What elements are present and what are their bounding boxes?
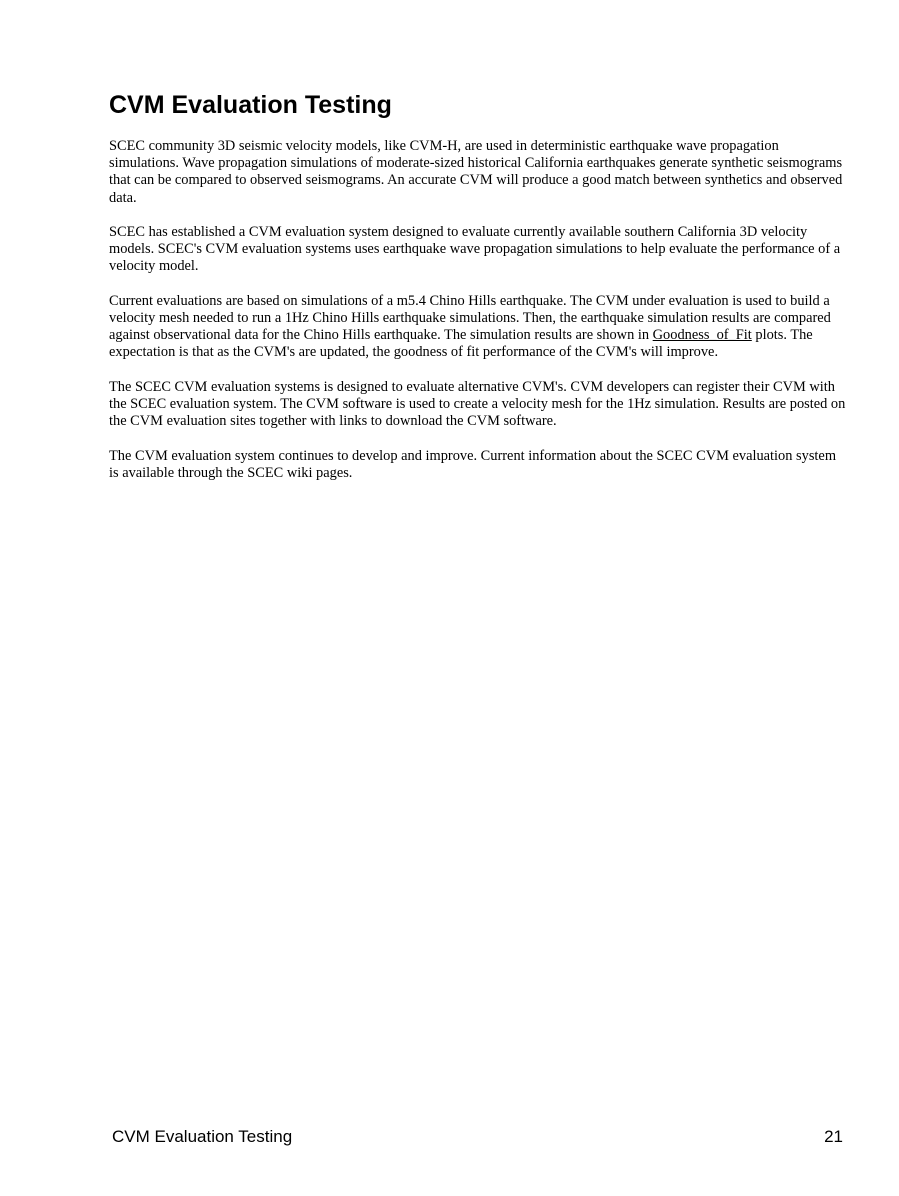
paragraph-intro: SCEC community 3D seismic velocity models, like CVM-H, are used in deterministic earthquake wave propagation simulations. Wave propagation simulations of moderate-sized historical California earthquakes generate synthetic seismograms that can be compared to observed seismograms. An accurate CVM will produce a good match between synthetics and observed data. <box>109 138 843 206</box>
page-number: 21 <box>824 1127 843 1146</box>
page-title: CVM Evaluation Testing <box>109 91 392 119</box>
paragraph-current-evaluations <box>109 293 849 362</box>
paragraph-text-after-link: plots. The expectation is that as the CVM's are updated, the goodness of fit performance of the CVM's will improve. <box>109 327 813 361</box>
paragraph-evaluation-system: SCEC has established a CVM evaluation system designed to evaluate currently available southern California 3D velocity models. SCEC's CVM evaluation systems uses earthquake wave propagation simulations to help evaluate the performance of a velocity model. <box>109 224 841 275</box>
goodness-of-fit-link[interactable]: Goodness_of_Fit <box>652 327 752 344</box>
paragraph-text-before-link: Current evaluations are based on simulations of a m5.4 Chino Hills earthquake. The CVM under evaluation is used to build a velocity mesh needed to run a 1Hz Chino Hills earthquake simulations. Then, the earthquake simulation results are compared against observational data for the Chino Hills earthquake. The simulation results are shown in <box>109 292 831 344</box>
document-body <box>109 138 849 499</box>
paragraph-development: The CVM evaluation system continues to develop and improve. Current information about the SCEC CVM evaluation system is available through the SCEC wiki pages. <box>109 447 837 481</box>
footer-title: CVM Evaluation Testing <box>112 1127 293 1146</box>
paragraph-alternative-cvms: The SCEC CVM evaluation systems is designed to evaluate alternative CVM's. CVM developers can register their CVM with the SCEC evaluation system. The CVM software is used to create a velocity mesh for the 1Hz simulation. Results are posted on the CVM evaluation sites together with links to download the CVM software. <box>109 378 846 430</box>
